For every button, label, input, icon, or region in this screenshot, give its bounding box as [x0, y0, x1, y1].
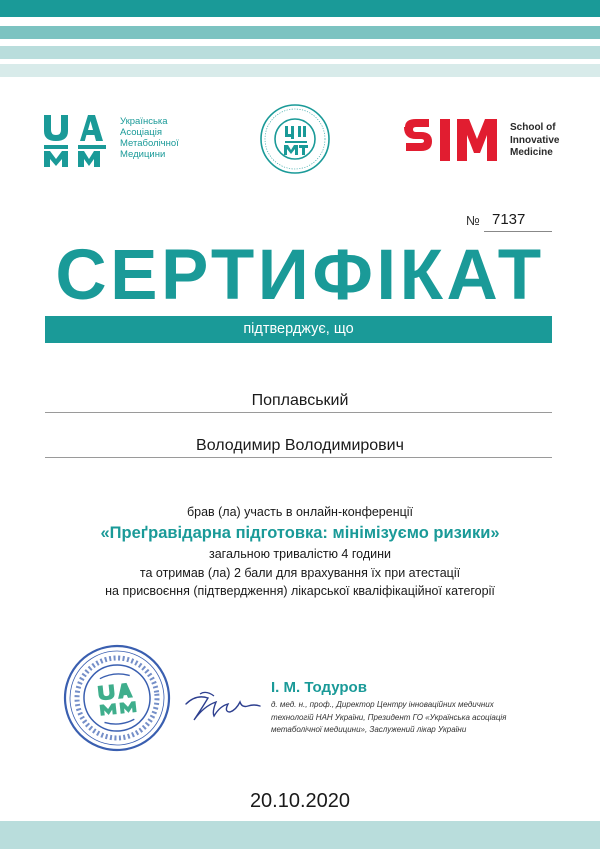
signature-icon — [180, 684, 270, 732]
top-stripe-1 — [0, 0, 600, 17]
signatory-title-line: технологій НАН України, Президент ГО «Українська асоціація — [271, 712, 507, 722]
signatory-name: І. М. Тодуров — [271, 679, 367, 696]
conference-title: «Преґравідарна підготовка: мінімізуємо ризики» — [100, 524, 500, 542]
sim-name-line: Innovative — [510, 134, 560, 146]
points-text: та отримав (ла) 2 бали для врахування їх при атестації — [139, 566, 461, 580]
uamm-org-name-line: Українська — [120, 116, 168, 127]
bottom-stripe — [0, 821, 600, 849]
certificate-number-label: № — [466, 213, 480, 228]
top-stripe-2 — [0, 26, 600, 39]
uamm-org-name-line: Асоціація — [120, 127, 163, 138]
top-stripe-4 — [0, 64, 600, 77]
duration-text: загальною тривалістю 4 години — [209, 547, 391, 561]
uamm-logo — [42, 113, 114, 169]
participation-text: брав (ла) участь в онлайн-конференції — [186, 505, 414, 519]
certificate-number-underline — [484, 231, 552, 232]
certificate-number: 7137 — [492, 211, 526, 228]
certificate-title: СЕРТИФІКАТ — [55, 236, 545, 315]
uamm-org-name-line: Метаболічної — [120, 138, 179, 149]
certificate-date: 20.10.2020 — [249, 790, 351, 812]
sim-name-line: School of — [510, 122, 556, 133]
given-names-underline — [45, 457, 552, 458]
sim-name-line: Medicine — [510, 147, 553, 158]
surname-underline — [45, 412, 552, 413]
uamm-org-name — [120, 116, 179, 160]
uamm-org-name-line: Медицини — [120, 149, 166, 160]
cimt-seal-icon — [259, 103, 331, 175]
confirms-text: підтверджує, що — [243, 321, 354, 337]
signatory-title — [271, 699, 506, 737]
category-text: на присвоєння (підтвердження) лікарської кваліфікаційної категорії — [105, 584, 495, 598]
top-stripe-3 — [0, 46, 600, 59]
sim-logo — [403, 118, 503, 164]
signatory-title-line: д. мед. н., проф., Директор Центру інноваційних медичних — [271, 700, 494, 709]
recipient-surname: Поплавський — [251, 392, 349, 409]
signatory-title-line: метаболічної медицини», Заслужений лікар України — [271, 725, 467, 734]
uamm-stamp-icon — [57, 638, 178, 759]
recipient-given-names: Володимир Володимирович — [196, 437, 404, 454]
sim-name — [510, 122, 559, 160]
confirms-band — [45, 316, 552, 343]
